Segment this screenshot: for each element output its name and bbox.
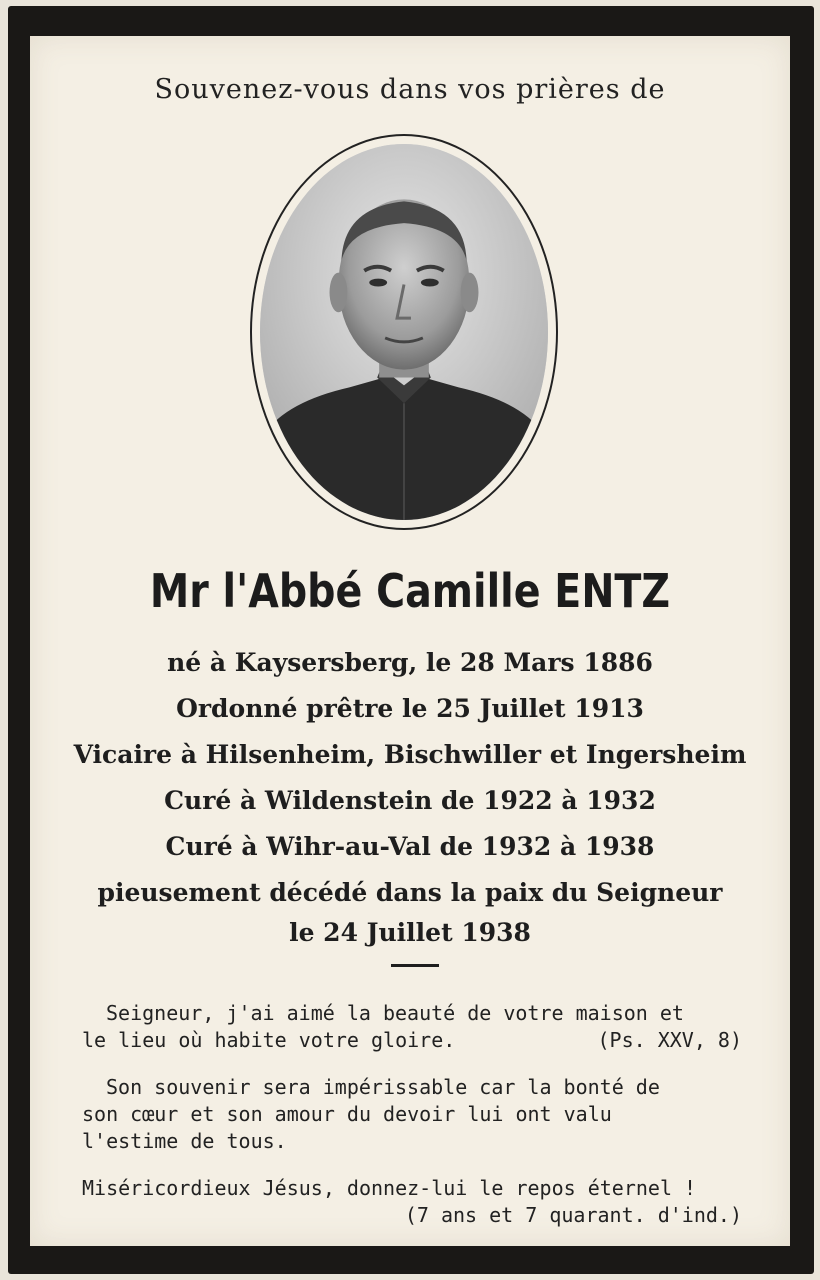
biography [30,640,790,950]
deceased-name: Mr l'Abbé Camille ENTZ [149,564,671,618]
vicar-line: Vicaire à Hilsenheim, Bischwiller et Ingersheim [73,740,747,769]
ordination-line: Ordonné prêtre le 25 Juillet 1913 [176,694,644,723]
psalm-line: le lieu où habite votre gloire. [82,1028,456,1052]
memory-line: l'estime de tous. [82,1129,287,1153]
invocation-paragraph [82,1175,742,1229]
death-date-line: le 24 Juillet 1938 [289,918,531,947]
separator-rule [391,964,439,967]
prayers-block [82,1000,742,1249]
indulgence-note: (7 ans et 7 quarant. d'ind.) [404,1203,742,1227]
mourning-card [8,6,814,1274]
remembrance-heading: Souvenez-vous dans vos prières de [154,74,666,105]
psalm-reference: (Ps. XXV, 8) [597,1028,742,1052]
card-paper [30,36,790,1246]
psalm-line: Seigneur, j'ai aimé la beauté de votre maison et [106,1001,684,1025]
invocation-line: Miséricordieux Jésus, donnez-lui le repos éternel ! [82,1176,697,1200]
death-line: pieusement décédé dans la paix du Seigneur [97,878,723,907]
portrait-frame [250,134,558,530]
memory-line: son cœur et son amour du devoir lui ont valu [82,1102,612,1126]
portrait-photo-icon [260,144,548,520]
memory-paragraph [82,1074,742,1155]
memory-line: Son souvenir sera impérissable car la bonté de [106,1075,660,1099]
parish-wildenstein-line: Curé à Wildenstein de 1922 à 1932 [164,786,656,815]
psalm-paragraph [82,1000,742,1054]
birth-line: né à Kaysersberg, le 28 Mars 1886 [167,648,653,677]
psalm-line-end [82,1027,742,1054]
parish-wihr-line: Curé à Wihr-au-Val de 1932 à 1938 [165,832,655,861]
